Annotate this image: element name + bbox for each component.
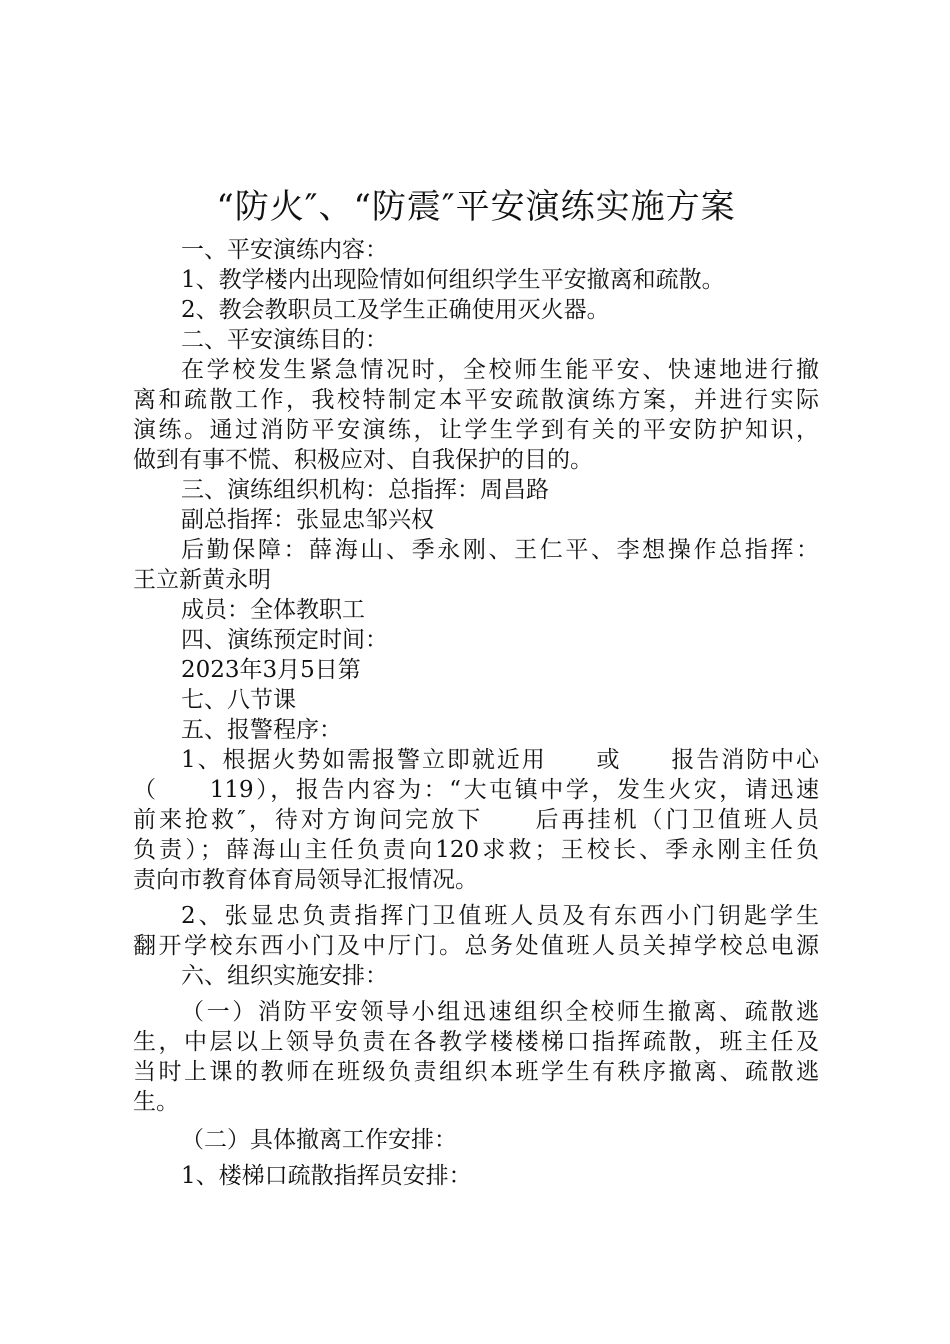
paragraph-line: （ 119），报告内容为：“大屯镇中学，发生火灾，请迅速	[133, 777, 819, 803]
section-heading-drill-time: 四、演练预定时间：	[181, 627, 388, 653]
paragraph-line: 2、教会教职员工及学生正确使用灭火器。	[181, 297, 610, 323]
paragraph-line: 在学校发生紧急情况时，全校师生能平安、快速地进行撤	[181, 357, 819, 383]
document-title: “防火″、“防震″平安演练实施方案	[216, 187, 736, 227]
section-heading-drill-content: 一、平安演练内容：	[181, 237, 388, 263]
paragraph-line: 成员：全体教职工	[181, 597, 365, 623]
subsection-heading-evacuation: （二）具体撤离工作安排：	[181, 1127, 457, 1153]
paragraph-line: 副总指挥：张显忠邹兴权	[181, 507, 434, 533]
paragraph-line: 做到有事不慌、积极应对、自我保护的目的。	[133, 447, 593, 473]
paragraph-line: 1、楼梯口疏散指挥员安排：	[181, 1163, 472, 1189]
section-heading-drill-purpose: 二、平安演练目的：	[181, 327, 388, 353]
paragraph-line: 后勤保障：薛海山、季永刚、王仁平、李想操作总指挥：	[181, 537, 819, 563]
paragraph-line: 七、八节课	[181, 687, 296, 713]
paragraph-line: 当时上课的教师在班级负责组织本班学生有秩序撤离、疏散逃	[133, 1059, 819, 1085]
paragraph-line: 2、张显忠负责指挥门卫值班人员及有东西小门钥匙学生	[181, 903, 819, 929]
section-heading-alarm-procedure: 五、报警程序：	[181, 717, 342, 743]
paragraph-line: 1、根据火势如需报警立即就近用 或 报告消防中心	[181, 747, 819, 773]
document-page	[133, 181, 819, 1191]
paragraph-line: 前来抢救″，待对方询问完放下 后再挂机（门卫值班人员	[133, 807, 819, 833]
paragraph-line: （一）消防平安领导小组迅速组织全校师生撤离、疏散逃	[181, 999, 819, 1025]
paragraph-line: 负责）；薛海山主任负责向120求救；王校长、季永刚主任负	[133, 837, 819, 863]
paragraph-line: 王立新黄永明	[133, 567, 271, 593]
paragraph-line: 演练。通过消防平安演练，让学生学到有关的平安防护知识，	[133, 417, 819, 443]
paragraph-line: 2023年3月5日第	[181, 657, 361, 683]
section-heading-implementation: 六、组织实施安排：	[181, 963, 388, 989]
paragraph-line: 生。	[133, 1089, 179, 1115]
paragraph-line: 1、教学楼内出现险情如何组织学生平安撤离和疏散。	[181, 267, 725, 293]
paragraph-line: 生，中层以上领导负责在各教学楼楼梯口指挥疏散，班主任及	[133, 1029, 819, 1055]
paragraph-line: 离和疏散工作，我校特制定本平安疏散演练方案，并进行实际	[133, 387, 819, 413]
section-heading-organization: 三、演练组织机构：总指挥：周昌路	[181, 477, 549, 503]
paragraph-line: 责向市教育体育局领导汇报情况。	[133, 867, 478, 893]
paragraph-line: 翻开学校东西小门及中厅门。总务处值班人员关掉学校总电源	[133, 933, 819, 959]
